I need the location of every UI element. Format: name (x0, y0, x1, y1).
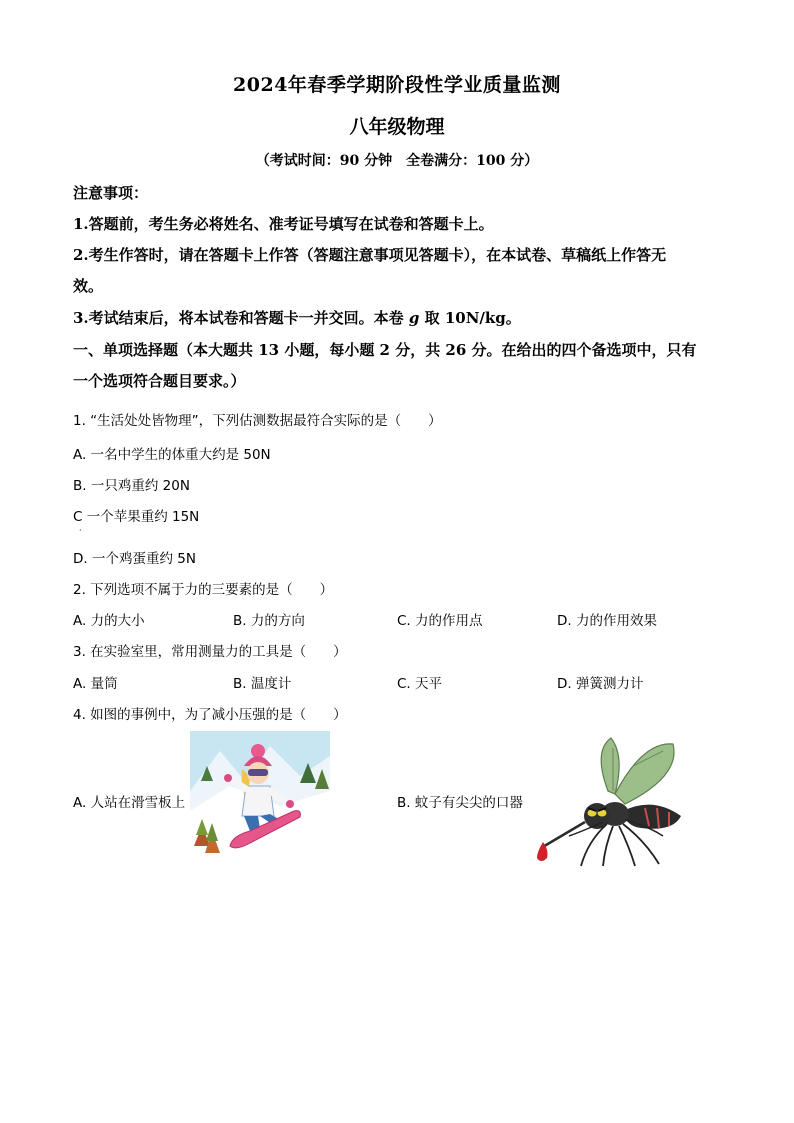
hat-pompom (251, 744, 265, 758)
leg-2 (603, 826, 613, 866)
question-1-option-a: A. 一名中学生的体重大约是 50N (73, 447, 271, 463)
question-2-option-b: B. 力的方向 (233, 613, 305, 629)
proboscis (541, 822, 585, 848)
notice-item-3-post: 取 10N/kg。 (419, 309, 521, 327)
question-1-stem: 1. “生活处处皆物理”，下列估测数据最符合实际的是（ ） (73, 413, 442, 429)
wing-right (615, 744, 674, 804)
question-4-option-a: A. 人站在滑雪板上 (73, 795, 186, 811)
notice-item-2-line-1: 2.考生作答时，请在答题卡上作答（答题注意事项见答题卡），在本试卷、草稿纸上作答无 (73, 246, 667, 264)
notice-item-1: 1.答题前，考生务必将姓名、准考证号填写在试卷和答题卡上。 (73, 215, 494, 233)
glove-left (224, 774, 232, 782)
notice-item-3 (73, 307, 521, 328)
question-1-option-d: D. 一个鸡蛋重约 5N (73, 551, 196, 567)
mosquito-illustration (533, 736, 685, 868)
question-4-option-b: B. 蚊子有尖尖的口器 (397, 795, 523, 811)
glove-right (286, 800, 294, 808)
exam-info: （考试时间：90 分钟 全卷满分：100 分） (255, 153, 539, 169)
question-1-option-c: C 一个苹果重约 15N (73, 509, 200, 525)
stray-dot: · (79, 526, 82, 535)
question-3-option-d: D. 弹簧测力计 (557, 676, 644, 692)
question-3-option-b: B. 温度计 (233, 676, 292, 692)
goggles (248, 769, 268, 776)
notice-heading: 注意事项： (73, 184, 149, 202)
question-3-option-a: A. 量筒 (73, 676, 118, 692)
question-2-stem: 2. 下列选项不属于力的三要素的是（ ） (73, 582, 334, 598)
abdomen (623, 805, 681, 829)
question-3-stem: 3. 在实验室里，常用测量力的工具是（ ） (73, 644, 347, 660)
question-2-option-d: D. 力的作用效果 (557, 613, 657, 629)
question-3-option-c: C. 天平 (397, 676, 443, 692)
question-4-stem: 4. 如图的事例中，为了减小压强的是（ ） (73, 707, 347, 723)
exam-title: 2024年春季学期阶段性学业质量监测 (233, 74, 561, 96)
question-2-option-c: C. 力的作用点 (397, 613, 483, 629)
notice-item-3-pre: 3.考试结束后，将本试卷和答题卡一并交回。本卷 (73, 309, 409, 327)
section-1-heading-line-1: 一、单项选择题（本大题共 13 小题，每小题 2 分，共 26 分。在给出的四个备选项中，只有 (73, 341, 697, 359)
notice-item-2-line-2: 效。 (73, 277, 104, 295)
question-1-option-b: B. 一只鸡重约 20N (73, 478, 190, 494)
section-1-heading-line-2: 一个选项符合题目要求。） (73, 372, 246, 390)
question-2-option-a: A. 力的大小 (73, 613, 145, 629)
wing-left (601, 738, 619, 794)
snowboarder-illustration (190, 731, 330, 866)
notice-item-3-g: g (408, 309, 420, 327)
exam-subject: 八年级物理 (349, 116, 445, 138)
